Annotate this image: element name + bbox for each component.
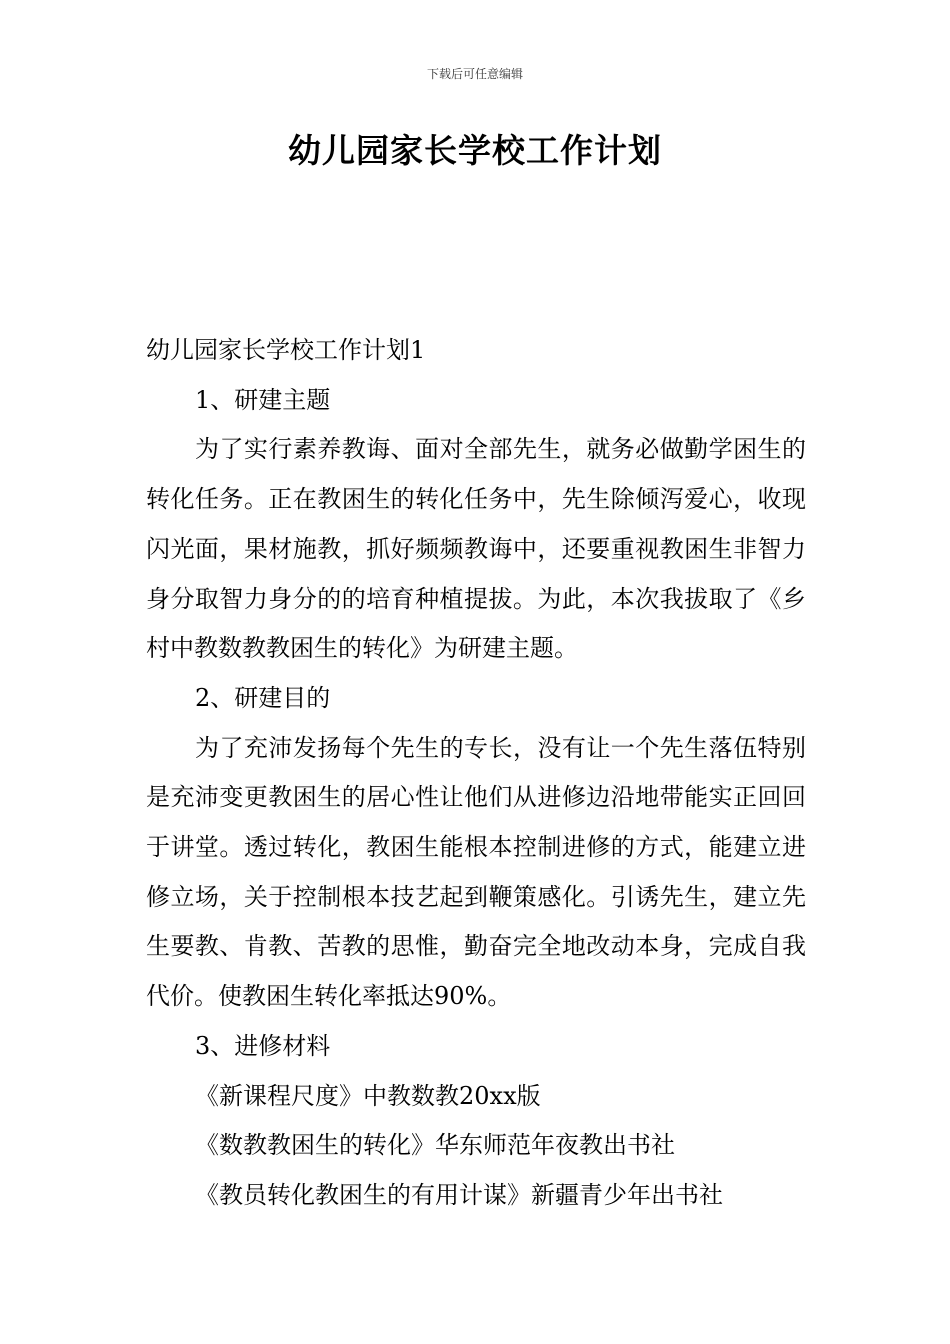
document-body [146,326,806,1221]
reference-item: 《新课程尺度》中教数教20xx版 [195,1081,541,1110]
item2-paragraph: 为了充沛发扬每个先生的专长，没有让一个先生落伍特别是充沛变更教困生的居心性让他们从进修边沿地带能实正回回于讲堂。透过转化，教困生能根本控制进修的方式，能建立进修立场，关于控制根本技艺起到鞭策感化。引诱先生，建立先生要教、肯教、苦教的思惟，勤奋完全地改动本身，完成自我代价。使教困生转化率抵达90%。 [146,733,806,1011]
document-title: 幼儿园家长学校工作计划 [288,131,662,170]
item1-paragraph: 为了实行素养教诲、面对全部先生，就务必做勤学困生的转化任务。正在教困生的转化任务中，先生除倾泻爱心，收现闪光面，果材施教，抓好频频教诲中，还要重视教困生非智力身分取智力身分的的培育种植提拔。为此，本次我拔取了《乡村中教数教教困生的转化》为研建主题。 [146,435,806,663]
item3-heading: 3、进修材料 [195,1031,331,1060]
section-heading: 幼儿园家长学校工作计划1 [146,336,426,364]
item1-heading: 1、研建主题 [195,385,331,414]
reference-item: 《数教教困生的转化》华东师范年夜教出书社 [195,1131,675,1160]
reference-item: 《教员转化教困生的有用计谋》新疆青少年出书社 [195,1180,723,1209]
header-note: 下载后可任意编辑 [426,67,523,81]
item2-heading: 2、研建目的 [195,683,331,712]
